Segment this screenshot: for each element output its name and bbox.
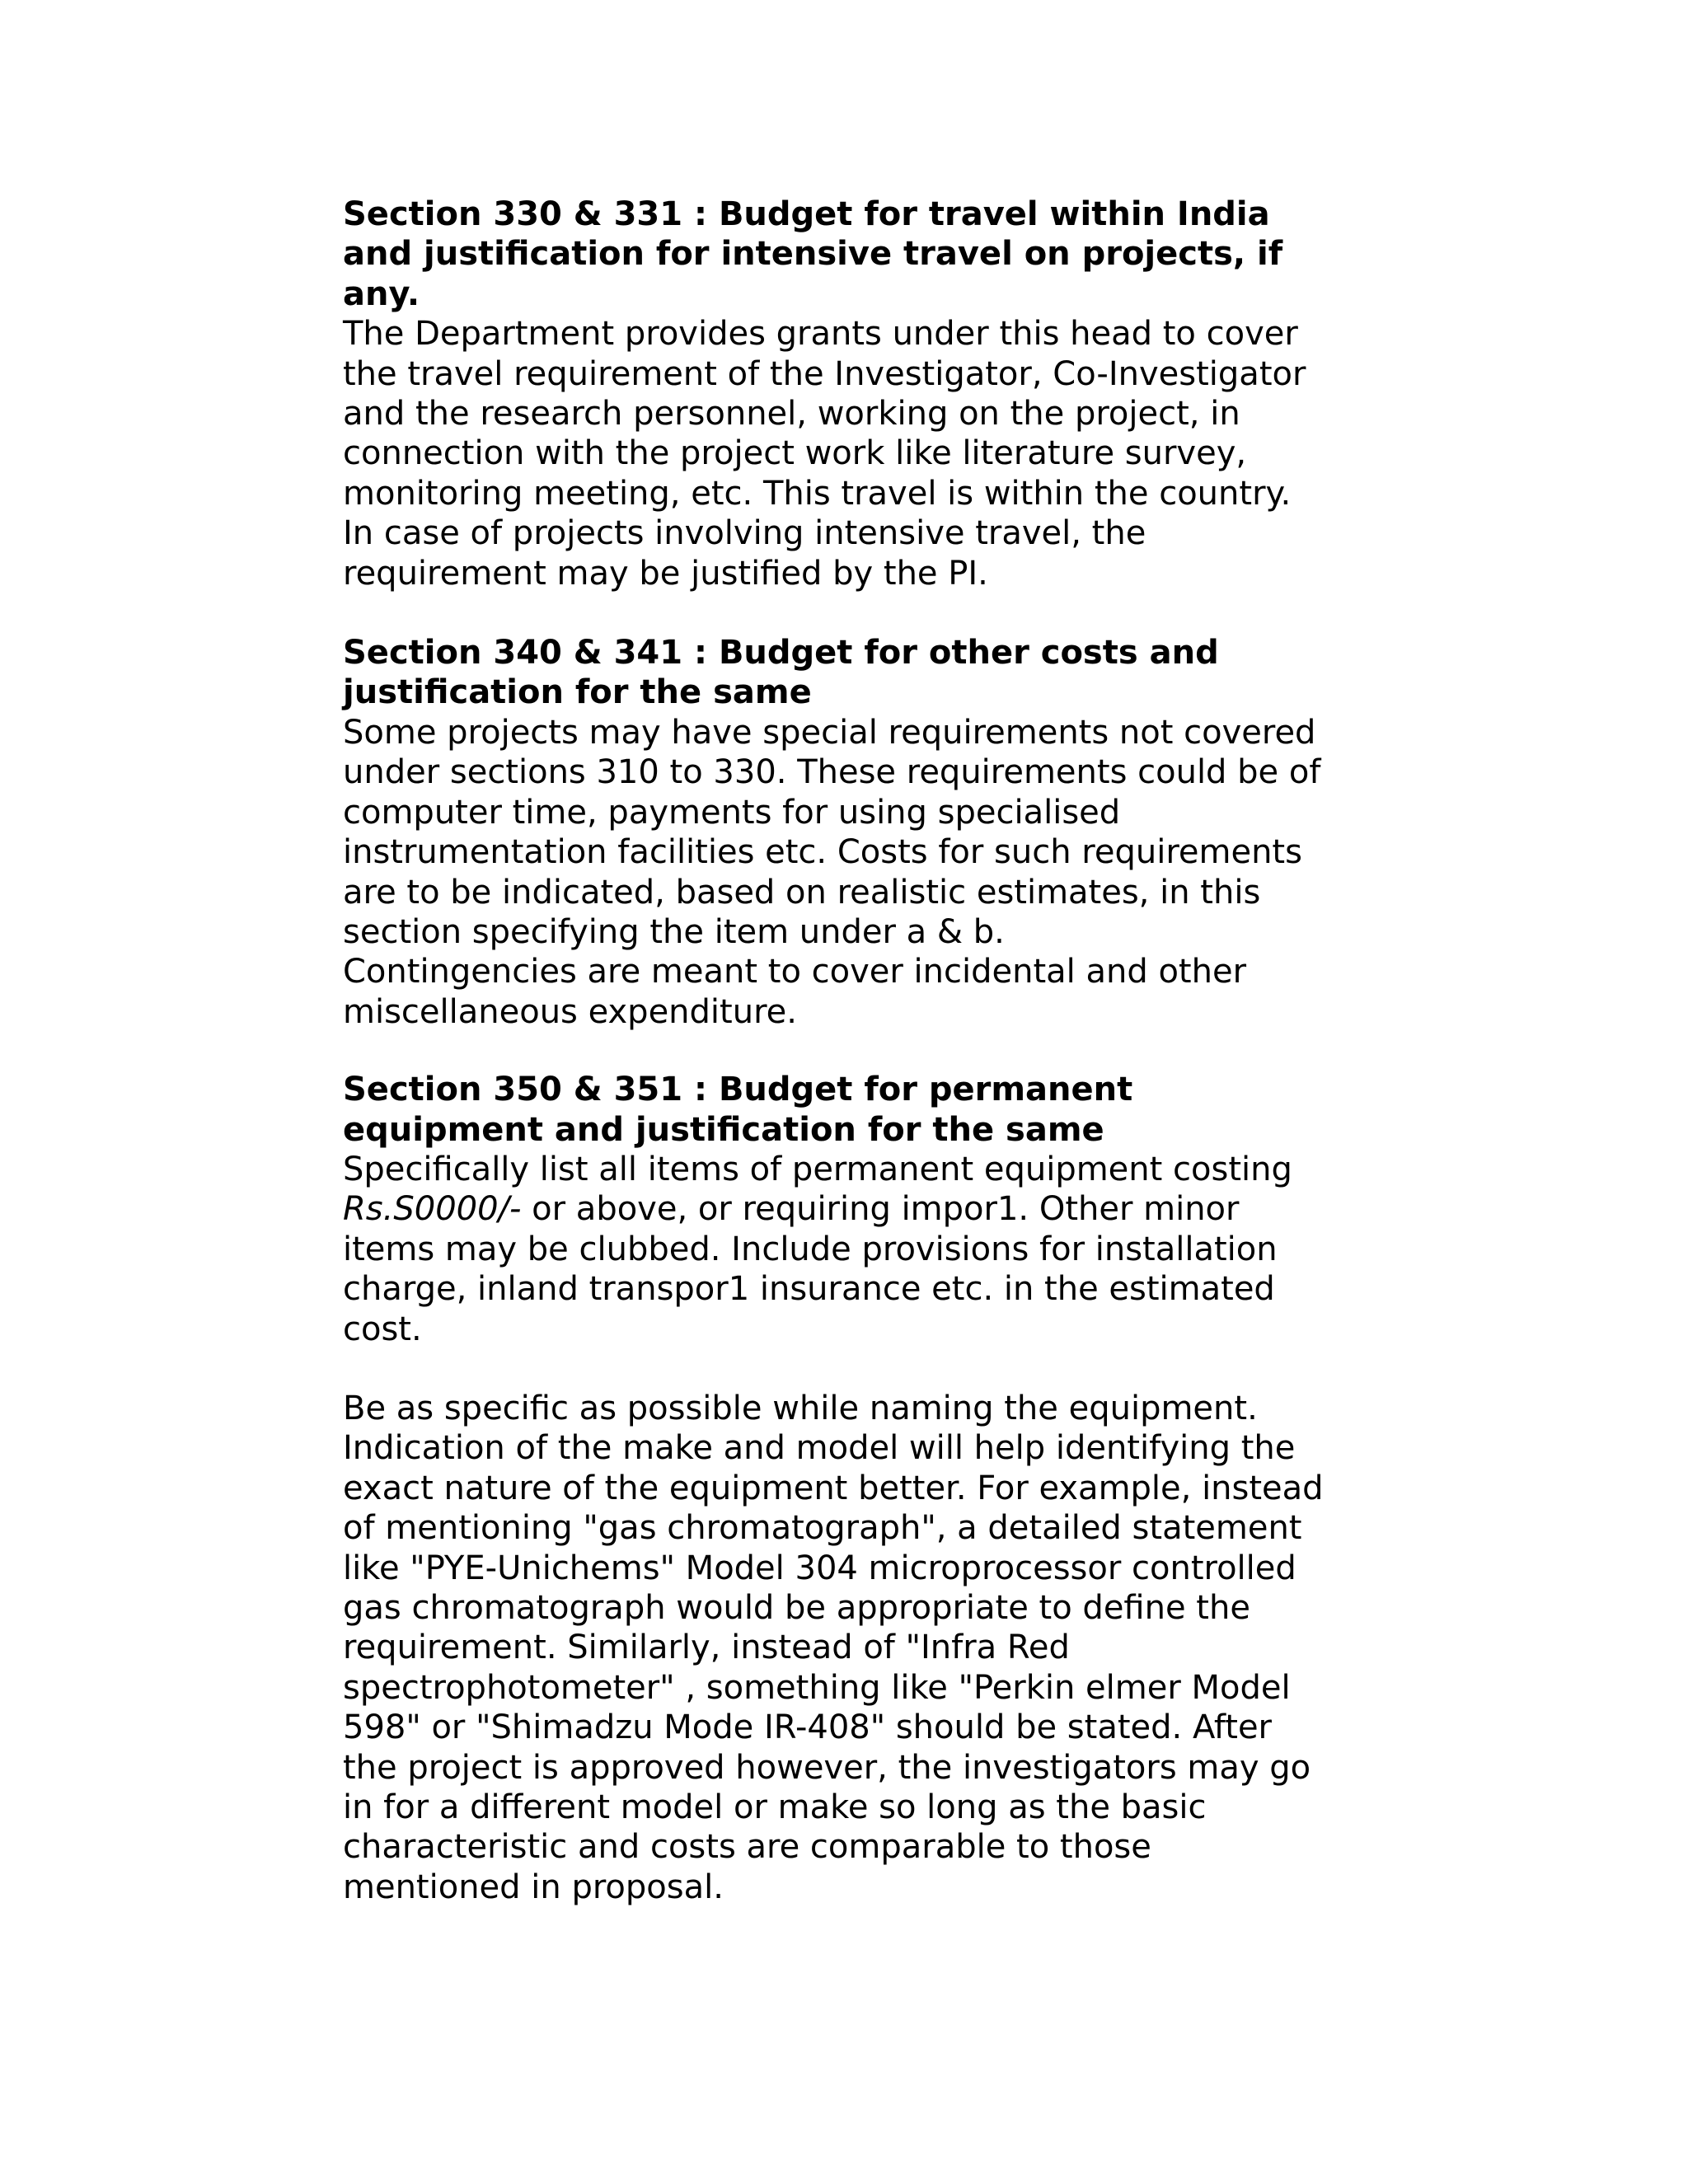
body-line: requirement. Similarly, instead of "Infra Red <box>343 1629 1070 1667</box>
section-heading <box>343 633 1365 713</box>
section-340-341 <box>343 633 1365 1032</box>
body-line: charge, inland transpor1 insurance etc. in the estimated <box>343 1270 1275 1309</box>
body-line: cost. <box>343 1310 422 1348</box>
body-line: mentioned in proposal. <box>343 1868 724 1906</box>
body-line: Some projects may have special requirements not covered <box>343 713 1316 752</box>
body-line: in for a different model or make so long as the basic <box>343 1788 1207 1827</box>
heading-line: Section 340 & 341 : Budget for other costs and <box>343 634 1219 673</box>
body-line: The Department provides grants under this head to cover <box>343 315 1298 354</box>
section-spacer <box>343 593 1365 633</box>
body-line: and the research personnel, working on the project, in <box>343 395 1240 434</box>
heading-line: equipment and justification for the same <box>343 1110 1104 1149</box>
body-line: monitoring meeting, etc. This travel is within the country. <box>343 474 1292 513</box>
heading-line: Section 330 & 331 : Budget for travel within India <box>343 195 1270 233</box>
amount-italic: Rs.S0000/- <box>343 1190 522 1229</box>
body-line-mixed <box>343 1189 1365 1229</box>
section-body <box>343 314 1365 593</box>
section-heading <box>343 1070 1365 1150</box>
equipment-guidance-paragraph <box>343 1389 1365 1907</box>
body-line: the project is approved however, the investigators may go <box>343 1748 1311 1787</box>
body-line: In case of projects involving intensive travel, the <box>343 514 1146 553</box>
body-line: Specifically list all items of permanent equipment costing <box>343 1150 1292 1188</box>
body-line: computer time, payments for using specialised <box>343 793 1121 832</box>
body-line: connection with the project work like literature survey, <box>343 434 1247 473</box>
body-line: 598" or "Shimadzu Mode IR-408" should be stated. After <box>343 1708 1272 1747</box>
body-line: of mentioning "gas chromatograph", a detailed statement <box>343 1509 1302 1548</box>
body-line: instrumentation facilities etc. Costs for such requirements <box>343 833 1302 872</box>
section-spacer <box>343 1032 1365 1070</box>
section-body <box>343 1389 1365 1907</box>
section-330-331 <box>343 194 1365 593</box>
body-line: the travel requirement of the Investigator, Co-Investigator <box>343 354 1306 393</box>
body-line: spectrophotometer" , something like "Perkin elmer Model <box>343 1668 1291 1707</box>
body-line: section specifying the item under a & b. <box>343 912 1005 951</box>
body-line: like "PYE-Unichems" Model 304 microprocessor controlled <box>343 1549 1296 1587</box>
body-line: Indication of the make and model will help identifying the <box>343 1429 1296 1468</box>
body-line: Be as specific as possible while naming the equipment. <box>343 1389 1258 1427</box>
body-line: items may be clubbed. Include provisions for installation <box>343 1230 1278 1268</box>
heading-line: and justification for intensive travel on projects, if <box>343 235 1283 274</box>
body-line: Contingencies are meant to cover incidental and other <box>343 953 1247 991</box>
heading-line: any. <box>343 274 420 313</box>
body-line: characteristic and costs are comparable to those <box>343 1828 1151 1867</box>
heading-line: justification for the same <box>343 673 812 712</box>
section-heading <box>343 194 1365 314</box>
body-line: exact nature of the equipment better. For example, instead <box>343 1469 1324 1507</box>
paragraph-spacer <box>343 1349 1365 1389</box>
body-line: are to be indicated, based on realistic estimates, in this <box>343 873 1261 912</box>
body-line: requirement may be justified by the PI. <box>343 554 988 593</box>
section-350-351 <box>343 1070 1365 1349</box>
heading-line: Section 350 & 351 : Budget for permanent <box>343 1071 1133 1109</box>
amount-followup: or above, or requiring impor1. Other minor <box>521 1190 1240 1229</box>
body-line: under sections 310 to 330. These requirements could be of <box>343 753 1321 792</box>
document-page <box>343 194 1365 1907</box>
body-line: miscellaneous expenditure. <box>343 992 797 1031</box>
body-line: gas chromatograph would be appropriate to define the <box>343 1589 1250 1627</box>
section-body <box>343 713 1365 1032</box>
section-body <box>343 1150 1365 1349</box>
